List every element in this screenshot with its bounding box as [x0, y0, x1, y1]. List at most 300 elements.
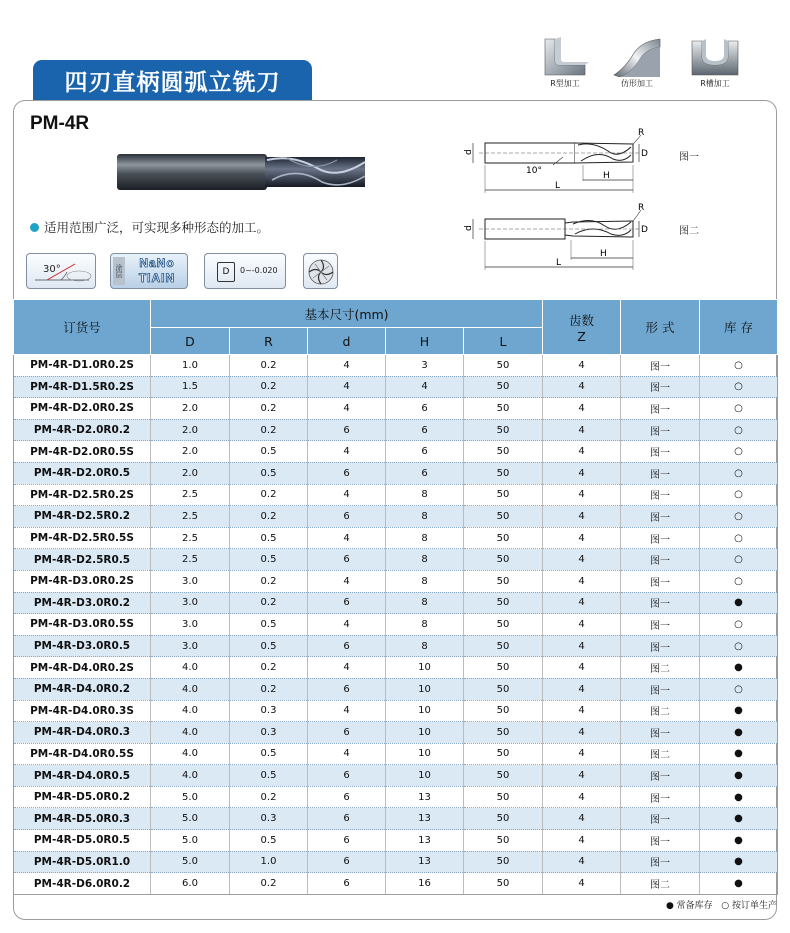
- col-d-header: d: [308, 328, 386, 355]
- table-row: [14, 355, 778, 377]
- r-groove-machining-icon: [690, 37, 740, 77]
- cell-order-no: PM-4R-D3.0R0.2: [14, 592, 151, 614]
- flutes-header-line1: 齿数: [569, 312, 595, 328]
- table-row: [14, 700, 778, 722]
- cell-form: 图一: [621, 786, 700, 808]
- table-row: [14, 549, 778, 571]
- D-dim-label: D: [641, 149, 648, 159]
- cell-R: 0.2: [230, 398, 308, 420]
- cell-d: 6: [308, 873, 386, 895]
- d-dim-label: d: [464, 149, 474, 155]
- cell-form: 图二: [621, 873, 700, 895]
- angle-icon: [27, 254, 97, 290]
- cell-H: 13: [386, 786, 464, 808]
- d-dim-label-2: d: [464, 225, 474, 231]
- cell-H: 10: [386, 700, 464, 722]
- cell-order-no: PM-4R-D2.5R0.5: [14, 549, 151, 571]
- cell-form: 图一: [621, 678, 700, 700]
- cell-flutes: 4: [543, 657, 621, 679]
- cell-order-no: PM-4R-D4.0R0.3S: [14, 700, 151, 722]
- table-row: [14, 830, 778, 852]
- cell-order-no: PM-4R-D3.0R0.5: [14, 635, 151, 657]
- cell-form: 图一: [621, 765, 700, 787]
- cell-flutes: 4: [543, 873, 621, 895]
- cell-order-no: PM-4R-D4.0R0.3: [14, 722, 151, 744]
- cell-L: 50: [464, 743, 543, 765]
- coating-badge: [110, 253, 188, 289]
- cell-L: 50: [464, 808, 543, 830]
- cell-stock: ●: [700, 743, 778, 765]
- cell-d: 6: [308, 592, 386, 614]
- cell-R: 0.5: [230, 614, 308, 636]
- table-row: [14, 808, 778, 830]
- cell-D: 2.0: [151, 419, 230, 441]
- cell-stock: ○: [700, 419, 778, 441]
- cell-flutes: 4: [543, 830, 621, 852]
- cell-order-no: PM-4R-D5.0R1.0: [14, 851, 151, 873]
- cell-form: 图一: [621, 549, 700, 571]
- table-row: [14, 722, 778, 744]
- cell-d: 4: [308, 441, 386, 463]
- cell-flutes: 4: [543, 678, 621, 700]
- H-dim-label-2: H: [600, 249, 607, 259]
- cell-H: 8: [386, 527, 464, 549]
- cell-stock: ●: [700, 657, 778, 679]
- cell-L: 50: [464, 592, 543, 614]
- cell-flutes: 4: [543, 376, 621, 398]
- model-name: PM-4R: [30, 113, 90, 134]
- bullet-icon: [30, 223, 39, 232]
- cell-D: 2.5: [151, 549, 230, 571]
- cell-form: 图一: [621, 441, 700, 463]
- cell-L: 50: [464, 376, 543, 398]
- cell-R: 0.2: [230, 873, 308, 895]
- D-dim-label-2: D: [641, 225, 648, 235]
- cell-order-no: PM-4R-D4.0R0.5: [14, 765, 151, 787]
- cell-H: 8: [386, 484, 464, 506]
- cell-d: 4: [308, 614, 386, 636]
- cell-stock: ●: [700, 592, 778, 614]
- cell-L: 50: [464, 765, 543, 787]
- four-flute-icon: [304, 254, 339, 290]
- table-row: [14, 765, 778, 787]
- cell-d: 4: [308, 355, 386, 377]
- cell-D: 2.5: [151, 484, 230, 506]
- form-header: 形 式: [621, 300, 700, 355]
- cell-flutes: 4: [543, 506, 621, 528]
- cell-R: 0.3: [230, 722, 308, 744]
- table-row: [14, 506, 778, 528]
- cell-D: 4.0: [151, 700, 230, 722]
- cell-d: 6: [308, 765, 386, 787]
- cell-form: 图一: [621, 592, 700, 614]
- cell-L: 50: [464, 700, 543, 722]
- cell-L: 50: [464, 398, 543, 420]
- cell-H: 6: [386, 398, 464, 420]
- cell-R: 0.2: [230, 419, 308, 441]
- cell-d: 6: [308, 851, 386, 873]
- cell-R: 0.2: [230, 484, 308, 506]
- process-icons: [535, 37, 785, 92]
- cell-form: 图一: [621, 808, 700, 830]
- cell-flutes: 4: [543, 419, 621, 441]
- cell-D: 2.0: [151, 441, 230, 463]
- cell-D: 2.0: [151, 462, 230, 484]
- cell-L: 50: [464, 527, 543, 549]
- cell-stock: ○: [700, 441, 778, 463]
- cell-R: 0.3: [230, 808, 308, 830]
- flutes-header: [543, 300, 621, 355]
- cell-R: 0.2: [230, 355, 308, 377]
- cell-D: 6.0: [151, 873, 230, 895]
- cell-H: 10: [386, 743, 464, 765]
- cell-order-no: PM-4R-D2.0R0.5: [14, 462, 151, 484]
- angle-dim-label: 10°: [526, 166, 542, 176]
- cell-H: 8: [386, 635, 464, 657]
- cell-form: 图二: [621, 657, 700, 679]
- cell-flutes: 4: [543, 614, 621, 636]
- cell-H: 10: [386, 722, 464, 744]
- feature-text: 适用范围广泛，可实现多种形态的加工。: [44, 220, 270, 235]
- cell-H: 8: [386, 549, 464, 571]
- cell-stock: ○: [700, 506, 778, 528]
- cell-D: 2.5: [151, 506, 230, 528]
- cell-D: 3.0: [151, 570, 230, 592]
- coating-line2: TIAIN: [138, 271, 176, 285]
- cell-H: 6: [386, 419, 464, 441]
- H-dim-label: H: [603, 171, 610, 181]
- cell-flutes: 4: [543, 722, 621, 744]
- cell-d: 6: [308, 722, 386, 744]
- cell-form: 图一: [621, 635, 700, 657]
- table-row: [14, 398, 778, 420]
- cell-L: 50: [464, 570, 543, 592]
- table-row: [14, 851, 778, 873]
- cell-d: 6: [308, 786, 386, 808]
- cell-stock: ●: [700, 873, 778, 895]
- cell-D: 3.0: [151, 635, 230, 657]
- cell-L: 50: [464, 355, 543, 377]
- cell-stock: ●: [700, 808, 778, 830]
- cell-R: 0.2: [230, 786, 308, 808]
- cell-d: 6: [308, 419, 386, 441]
- cell-D: 5.0: [151, 851, 230, 873]
- cell-stock: ○: [700, 570, 778, 592]
- cell-order-no: PM-4R-D5.0R0.2: [14, 786, 151, 808]
- cell-L: 50: [464, 830, 543, 852]
- cell-form: 图一: [621, 398, 700, 420]
- cell-L: 50: [464, 851, 543, 873]
- cell-order-no: PM-4R-D4.0R0.2: [14, 678, 151, 700]
- cell-stock: ○: [700, 635, 778, 657]
- table-row: [14, 592, 778, 614]
- cell-d: 4: [308, 484, 386, 506]
- cell-form: 图一: [621, 851, 700, 873]
- cell-D: 5.0: [151, 808, 230, 830]
- cell-R: 0.5: [230, 743, 308, 765]
- cell-stock: ○: [700, 484, 778, 506]
- cell-flutes: 4: [543, 851, 621, 873]
- cell-stock: ○: [700, 527, 778, 549]
- table-row: [14, 678, 778, 700]
- cell-form: 图一: [621, 722, 700, 744]
- cell-H: 8: [386, 570, 464, 592]
- drawing-figure-1: [463, 125, 663, 195]
- cell-L: 50: [464, 441, 543, 463]
- cell-d: 4: [308, 657, 386, 679]
- cell-H: 8: [386, 592, 464, 614]
- col-H-header: H: [386, 328, 464, 355]
- cell-D: 3.0: [151, 614, 230, 636]
- cell-form: 图一: [621, 462, 700, 484]
- cell-form: 图二: [621, 700, 700, 722]
- table-row: [14, 441, 778, 463]
- cell-R: 0.2: [230, 376, 308, 398]
- cell-H: 6: [386, 441, 464, 463]
- cell-R: 0.5: [230, 549, 308, 571]
- cell-L: 50: [464, 786, 543, 808]
- cell-flutes: 4: [543, 570, 621, 592]
- cell-d: 4: [308, 743, 386, 765]
- col-D-header: D: [151, 328, 230, 355]
- cell-stock: ○: [700, 355, 778, 377]
- cell-R: 0.2: [230, 592, 308, 614]
- cell-R: 0.5: [230, 462, 308, 484]
- cell-D: 4.0: [151, 657, 230, 679]
- cell-L: 50: [464, 657, 543, 679]
- table-row: [14, 570, 778, 592]
- cell-form: 图一: [621, 484, 700, 506]
- cell-flutes: 4: [543, 786, 621, 808]
- cell-order-no: PM-4R-D1.0R0.2S: [14, 355, 151, 377]
- cell-order-no: PM-4R-D4.0R0.2S: [14, 657, 151, 679]
- cell-L: 50: [464, 484, 543, 506]
- table-row: [14, 614, 778, 636]
- table-row: [14, 657, 778, 679]
- figure-1-label: 图一: [679, 152, 699, 163]
- cell-stock: ●: [700, 722, 778, 744]
- table-row: [14, 786, 778, 808]
- angle-value: 30°: [43, 264, 61, 275]
- cell-d: 6: [308, 549, 386, 571]
- table-row: [14, 743, 778, 765]
- cell-H: 10: [386, 657, 464, 679]
- cell-R: 0.3: [230, 700, 308, 722]
- cell-order-no: PM-4R-D2.0R0.2S: [14, 398, 151, 420]
- cell-stock: ●: [700, 700, 778, 722]
- cell-stock: ○: [700, 462, 778, 484]
- cell-d: 4: [308, 570, 386, 592]
- r-shape-machining-icon: [541, 37, 589, 77]
- cell-D: 4.0: [151, 743, 230, 765]
- legend-made-to-order: ○ 按订单生产: [721, 901, 777, 911]
- cell-R: 0.2: [230, 657, 308, 679]
- cell-d: 6: [308, 808, 386, 830]
- col-L-header: L: [464, 328, 543, 355]
- cell-d: 6: [308, 635, 386, 657]
- cell-flutes: 4: [543, 592, 621, 614]
- cell-D: 2.5: [151, 527, 230, 549]
- cell-form: 图一: [621, 419, 700, 441]
- cell-L: 50: [464, 462, 543, 484]
- cell-D: 2.0: [151, 398, 230, 420]
- cell-order-no: PM-4R-D2.5R0.2S: [14, 484, 151, 506]
- cell-flutes: 4: [543, 765, 621, 787]
- cell-L: 50: [464, 549, 543, 571]
- cell-d: 6: [308, 506, 386, 528]
- cell-flutes: 4: [543, 635, 621, 657]
- cell-D: 4.0: [151, 722, 230, 744]
- dimensions-header: 基本尺寸(mm): [151, 300, 543, 328]
- profile-machining-label: 仿形加工: [621, 79, 653, 88]
- cell-d: 6: [308, 678, 386, 700]
- cell-form: 图一: [621, 355, 700, 377]
- cell-R: 0.2: [230, 570, 308, 592]
- r-shape-machining-label: R型加工: [550, 79, 580, 88]
- cell-H: 8: [386, 614, 464, 636]
- cell-order-no: PM-4R-D5.0R0.3: [14, 808, 151, 830]
- flutes-header-line2: Z: [577, 328, 586, 344]
- table-row: [14, 419, 778, 441]
- cell-H: 13: [386, 851, 464, 873]
- cell-flutes: 4: [543, 355, 621, 377]
- cell-stock: ○: [700, 376, 778, 398]
- cell-form: 图一: [621, 570, 700, 592]
- cell-order-no: PM-4R-D3.0R0.5S: [14, 614, 151, 636]
- R-dim-label: R: [638, 128, 645, 138]
- cell-D: 4.0: [151, 765, 230, 787]
- cell-H: 4: [386, 376, 464, 398]
- cell-L: 50: [464, 614, 543, 636]
- figure-2-label: 图二: [679, 226, 699, 237]
- cell-L: 50: [464, 873, 543, 895]
- coating-side-label: 涂层: [113, 257, 125, 285]
- cell-D: 1.0: [151, 355, 230, 377]
- table-row: [14, 484, 778, 506]
- cell-form: 图一: [621, 506, 700, 528]
- stock-header: 库 存: [700, 300, 778, 355]
- four-flute-badge: [303, 253, 338, 289]
- cell-form: 图一: [621, 527, 700, 549]
- table-row: [14, 462, 778, 484]
- cell-R: 0.2: [230, 506, 308, 528]
- cell-R: 0.2: [230, 678, 308, 700]
- cell-stock: ●: [700, 765, 778, 787]
- cell-H: 13: [386, 808, 464, 830]
- end-mill-photo: [117, 152, 369, 192]
- spec-table-body: [14, 355, 778, 895]
- cell-d: 6: [308, 830, 386, 852]
- cell-L: 50: [464, 678, 543, 700]
- page-title: 四刃直柄圆弧立铣刀: [33, 60, 312, 100]
- cell-stock: ●: [700, 830, 778, 852]
- feature-note: [30, 218, 269, 236]
- cell-R: 0.5: [230, 635, 308, 657]
- cell-D: 1.5: [151, 376, 230, 398]
- cell-R: 0.5: [230, 441, 308, 463]
- cell-flutes: 4: [543, 700, 621, 722]
- table-row: [14, 873, 778, 895]
- cell-form: 图二: [621, 743, 700, 765]
- profile-machining: [607, 37, 667, 89]
- cell-flutes: 4: [543, 441, 621, 463]
- L-dim-label-2: L: [556, 258, 562, 268]
- spec-table: [13, 299, 778, 895]
- cell-D: 4.0: [151, 678, 230, 700]
- cell-stock: ○: [700, 678, 778, 700]
- cell-R: 0.5: [230, 527, 308, 549]
- L-dim-label: L: [555, 181, 561, 191]
- cell-form: 图一: [621, 830, 700, 852]
- profile-machining-icon: [612, 37, 662, 77]
- cell-d: 4: [308, 398, 386, 420]
- cell-stock: ○: [700, 614, 778, 636]
- cell-D: 5.0: [151, 830, 230, 852]
- cell-L: 50: [464, 506, 543, 528]
- cell-H: 10: [386, 765, 464, 787]
- cell-order-no: PM-4R-D1.5R0.2S: [14, 376, 151, 398]
- R-dim-label-2: R: [638, 203, 645, 213]
- cell-order-no: PM-4R-D3.0R0.2S: [14, 570, 151, 592]
- cell-stock: ○: [700, 398, 778, 420]
- order-no-header: 订货号: [14, 300, 151, 355]
- cell-form: 图一: [621, 614, 700, 636]
- cell-d: 4: [308, 376, 386, 398]
- r-groove-machining: [685, 37, 745, 89]
- cell-stock: ○: [700, 549, 778, 571]
- diameter-symbol: D: [217, 262, 235, 282]
- drawing-figure-2: [463, 200, 663, 272]
- cell-order-no: PM-4R-D6.0R0.2: [14, 873, 151, 895]
- cell-order-no: PM-4R-D2.0R0.2: [14, 419, 151, 441]
- cell-R: 1.0: [230, 851, 308, 873]
- cell-flutes: 4: [543, 808, 621, 830]
- table-row: [14, 635, 778, 657]
- cell-flutes: 4: [543, 549, 621, 571]
- cell-H: 8: [386, 506, 464, 528]
- cell-form: 图一: [621, 376, 700, 398]
- cell-flutes: 4: [543, 462, 621, 484]
- cell-L: 50: [464, 722, 543, 744]
- cell-D: 5.0: [151, 786, 230, 808]
- cell-order-no: PM-4R-D2.5R0.2: [14, 506, 151, 528]
- r-groove-machining-label: R槽加工: [700, 79, 730, 88]
- cell-R: 0.5: [230, 830, 308, 852]
- tolerance-value: 0~-0.020: [240, 266, 278, 275]
- cell-d: 6: [308, 462, 386, 484]
- col-R-header: R: [230, 328, 308, 355]
- cell-H: 10: [386, 678, 464, 700]
- cell-d: 4: [308, 527, 386, 549]
- helix-angle-badge: [26, 253, 96, 289]
- table-row: [14, 376, 778, 398]
- coating-line1: NaNo: [139, 256, 175, 270]
- stock-legend: [666, 898, 777, 911]
- cell-L: 50: [464, 635, 543, 657]
- cell-H: 13: [386, 830, 464, 852]
- cell-order-no: PM-4R-D2.0R0.5S: [14, 441, 151, 463]
- cell-stock: ●: [700, 786, 778, 808]
- cell-flutes: 4: [543, 743, 621, 765]
- cell-order-no: PM-4R-D2.5R0.5S: [14, 527, 151, 549]
- legend-stocked: ● 常备库存: [665, 901, 713, 911]
- r-shape-machining: [535, 37, 595, 89]
- cell-H: 3: [386, 355, 464, 377]
- cell-flutes: 4: [543, 527, 621, 549]
- cell-d: 4: [308, 700, 386, 722]
- cell-H: 16: [386, 873, 464, 895]
- cell-R: 0.5: [230, 765, 308, 787]
